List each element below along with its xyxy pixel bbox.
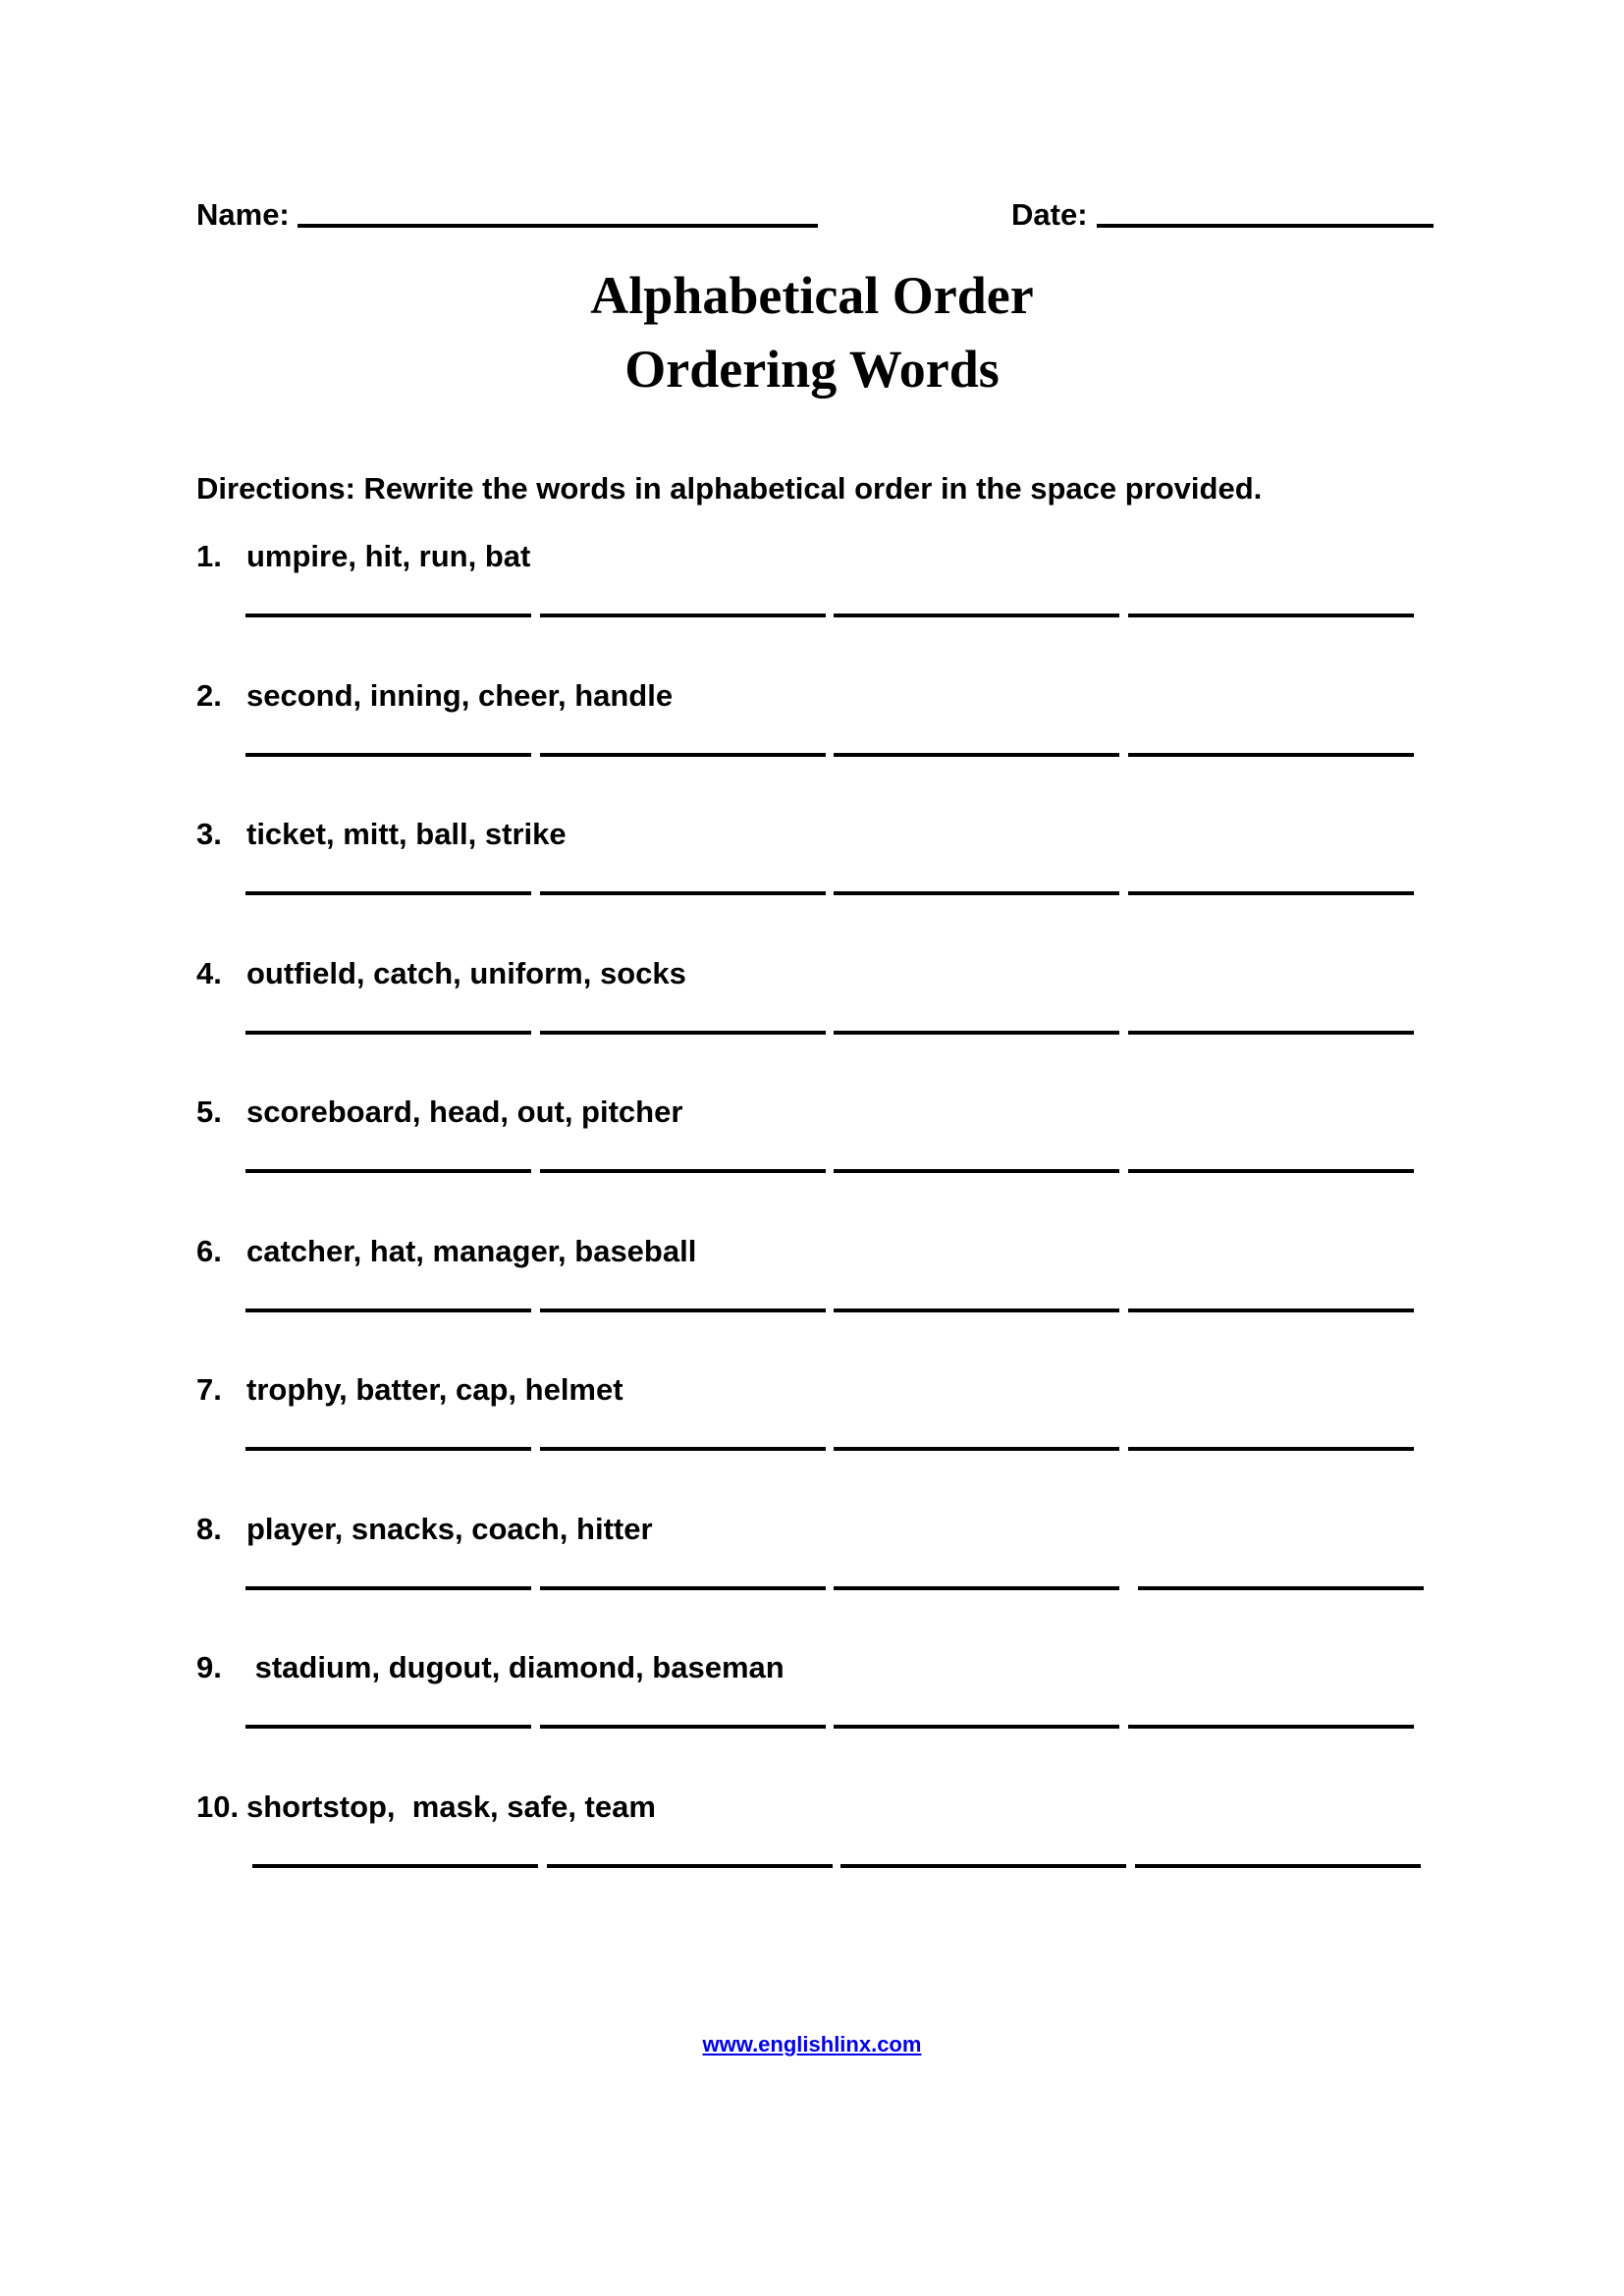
answer-blank[interactable] xyxy=(834,753,1119,757)
answer-blank[interactable] xyxy=(1138,1586,1424,1590)
answer-blank[interactable] xyxy=(245,1447,531,1451)
answer-blank[interactable] xyxy=(834,614,1119,617)
item-words: player, snacks, coach, hitter xyxy=(246,1512,653,1546)
answer-blank[interactable] xyxy=(834,1031,1119,1035)
answer-blank[interactable] xyxy=(1128,1308,1414,1312)
answer-lines xyxy=(245,1586,1424,1596)
answer-blank[interactable] xyxy=(245,1586,531,1590)
exercise-item xyxy=(196,1372,1473,1511)
answer-blank[interactable] xyxy=(834,1169,1119,1173)
answer-blank[interactable] xyxy=(252,1864,538,1868)
item-number: 7. xyxy=(196,1372,222,1407)
page-subtitle: Ordering Words xyxy=(624,340,1000,399)
answer-blank[interactable] xyxy=(540,1725,826,1729)
exercise-item xyxy=(196,678,1473,817)
answer-lines xyxy=(245,614,1424,623)
website-link[interactable]: www.englishlinx.com xyxy=(702,2032,922,2056)
answer-lines xyxy=(245,891,1424,901)
answer-blank[interactable] xyxy=(540,891,826,895)
item-number: 3. xyxy=(196,817,222,851)
item-number: 5. xyxy=(196,1095,222,1129)
answer-blank[interactable] xyxy=(245,753,531,757)
answer-blank[interactable] xyxy=(834,1308,1119,1312)
answer-blank[interactable] xyxy=(834,1586,1119,1590)
item-words: scoreboard, head, out, pitcher xyxy=(246,1095,683,1129)
answer-blank[interactable] xyxy=(540,1031,826,1035)
item-words: catcher, hat, manager, baseball xyxy=(246,1234,697,1268)
answer-blank[interactable] xyxy=(1128,891,1414,895)
answer-blank[interactable] xyxy=(540,614,826,617)
page-title: Alphabetical Order xyxy=(590,266,1034,325)
exercise-item xyxy=(196,817,1473,955)
item-words: shortstop, mask, safe, team xyxy=(246,1789,656,1824)
answer-lines xyxy=(245,1308,1424,1318)
answer-blank[interactable] xyxy=(840,1864,1126,1868)
item-number: 9. xyxy=(196,1650,222,1684)
name-label: Name: xyxy=(196,197,290,232)
answer-blank[interactable] xyxy=(1128,1031,1414,1035)
exercise-item xyxy=(196,1512,1473,1650)
answer-blank[interactable] xyxy=(834,1725,1119,1729)
answer-lines xyxy=(245,1169,1424,1179)
answer-lines xyxy=(245,753,1424,763)
item-words: umpire, hit, run, bat xyxy=(246,539,531,573)
answer-lines xyxy=(245,1031,1424,1041)
answer-blank[interactable] xyxy=(547,1864,833,1868)
item-number: 4. xyxy=(196,956,222,990)
exercise-item xyxy=(196,1234,1473,1372)
answer-blank[interactable] xyxy=(245,1169,531,1173)
item-words: stadium, dugout, diamond, baseman xyxy=(246,1650,785,1684)
item-number: 6. xyxy=(196,1234,222,1268)
answer-blank[interactable] xyxy=(245,614,531,617)
exercise-item xyxy=(196,1650,1473,1789)
answer-blank[interactable] xyxy=(1135,1864,1421,1868)
answer-blank[interactable] xyxy=(1128,1725,1414,1729)
item-words: trophy, batter, cap, helmet xyxy=(246,1372,623,1407)
answer-blank[interactable] xyxy=(245,1308,531,1312)
date-label: Date: xyxy=(1011,197,1088,232)
exercise-item xyxy=(196,1095,1473,1233)
directions-text: Directions: Rewrite the words in alphabetical order in the space provided. xyxy=(196,471,1263,506)
answer-lines xyxy=(252,1864,1431,1874)
exercise-item xyxy=(196,956,1473,1095)
exercise-item xyxy=(196,539,1473,677)
answer-blank[interactable] xyxy=(540,1447,826,1451)
answer-blank[interactable] xyxy=(1128,1169,1414,1173)
answer-blank[interactable] xyxy=(540,1586,826,1590)
exercise-item xyxy=(196,1789,1473,1928)
answer-blank[interactable] xyxy=(245,1725,531,1729)
answer-blank[interactable] xyxy=(834,1447,1119,1451)
item-number: 2. xyxy=(196,678,222,713)
answer-lines xyxy=(245,1725,1424,1735)
answer-blank[interactable] xyxy=(540,1169,826,1173)
item-words: ticket, mitt, ball, strike xyxy=(246,817,567,851)
answer-lines xyxy=(245,1447,1424,1457)
answer-blank[interactable] xyxy=(1128,614,1414,617)
answer-blank[interactable] xyxy=(1128,753,1414,757)
answer-blank[interactable] xyxy=(245,1031,531,1035)
answer-blank[interactable] xyxy=(245,891,531,895)
item-number: 1. xyxy=(196,539,222,573)
answer-blank[interactable] xyxy=(540,753,826,757)
item-number: 8. xyxy=(196,1512,222,1546)
name-field-line[interactable] xyxy=(298,224,818,228)
answer-blank[interactable] xyxy=(834,891,1119,895)
answer-blank[interactable] xyxy=(1128,1447,1414,1451)
item-words: outfield, catch, uniform, socks xyxy=(246,956,686,990)
answer-blank[interactable] xyxy=(540,1308,826,1312)
item-number: 10. xyxy=(196,1789,240,1824)
item-words: second, inning, cheer, handle xyxy=(246,678,674,713)
footer xyxy=(0,2032,1624,2057)
date-field-line[interactable] xyxy=(1097,224,1434,228)
